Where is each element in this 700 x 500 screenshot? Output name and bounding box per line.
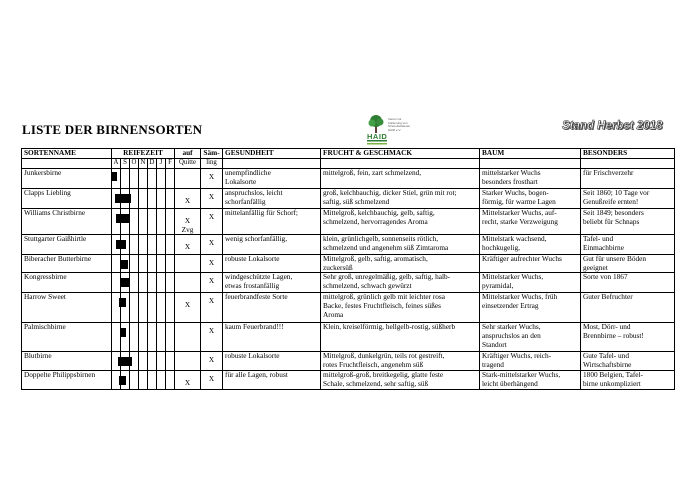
month-cell xyxy=(139,169,148,189)
logo-wordmark: HAID xyxy=(367,132,388,141)
quitte-cell xyxy=(175,169,201,189)
sortenname-cell: Williams Christbirne xyxy=(22,209,112,235)
month-cell xyxy=(166,209,175,235)
header-saemling-top: Säm- xyxy=(201,149,223,159)
baum-cell-line: recht, starke Verzweigung xyxy=(482,216,558,226)
quitte-cell xyxy=(175,255,201,273)
frucht-cell-line: schmelzend und angenehm süß Zimtaroma xyxy=(323,242,449,252)
gesundheit-cell xyxy=(223,235,321,255)
baum-cell xyxy=(480,189,581,209)
month-cell xyxy=(139,189,148,209)
month-j: J xyxy=(157,159,166,169)
quitte-mark xyxy=(175,169,200,177)
reifezeit-bar xyxy=(119,376,126,385)
besonders-cell xyxy=(581,189,675,209)
baum-cell-line: einsetzender Ertrag xyxy=(482,300,539,310)
baum-cell xyxy=(480,371,581,390)
gesundheit-cell-line: Lokalsorte xyxy=(225,176,257,186)
reifezeit-bar xyxy=(120,328,126,337)
frucht-cell-line: mittelgroß, grünlich gelb mit leichter rosa xyxy=(323,292,446,302)
besonders-cell-line: Gut für unsere Böden xyxy=(583,254,647,264)
month-cell xyxy=(148,323,157,352)
baum-cell xyxy=(480,273,581,293)
reifezeit-bar xyxy=(119,298,126,307)
document-title: LISTE DER BIRNENSORTEN xyxy=(22,122,203,137)
gesundheit-cell xyxy=(223,293,321,323)
besonders-cell-line: geeignet xyxy=(583,262,608,272)
gesundheit-cell xyxy=(223,352,321,371)
gesundheit-cell xyxy=(223,209,321,235)
header-sortenname: SORTENNAME xyxy=(22,149,112,159)
month-cell xyxy=(139,255,148,273)
month-cell xyxy=(166,293,175,323)
month-cell xyxy=(157,273,166,293)
table-row xyxy=(22,352,675,371)
month-cell xyxy=(166,352,175,371)
baum-cell-line: Standort xyxy=(482,339,507,349)
month-cell xyxy=(139,323,148,352)
saemling-cell xyxy=(201,169,223,189)
saemling-mark: X xyxy=(208,192,215,201)
saemling-mark: X xyxy=(208,212,215,221)
month-cell xyxy=(112,371,121,390)
sortenname-cell: Junkersbirne xyxy=(22,169,112,189)
month-cell xyxy=(130,273,139,293)
month-cell xyxy=(157,209,166,235)
month-cell xyxy=(157,323,166,352)
month-cell xyxy=(148,235,157,255)
gesundheit-cell xyxy=(223,189,321,209)
table-body xyxy=(22,169,675,390)
baum-cell-line: tragend xyxy=(482,359,504,369)
saemling-cell xyxy=(201,371,223,390)
frucht-cell-line: Mittelgroß, gelb, saftig, aromatisch, xyxy=(323,254,428,264)
logo-subtext: Verein zur Förderung von Streuobstwiesen HAID e.V. xyxy=(388,117,411,132)
month-cell xyxy=(121,323,130,352)
reifezeit-bar xyxy=(120,278,129,287)
header-baum: BAUM xyxy=(480,149,581,159)
month-cell xyxy=(166,371,175,390)
month-cell xyxy=(130,323,139,352)
frucht-cell-line: groß, kelchbauchig, dicker Stiel, grün mit rot; xyxy=(323,188,457,197)
table-row xyxy=(22,293,675,323)
gesundheit-cell xyxy=(223,323,321,352)
baum-cell xyxy=(480,235,581,255)
month-cell xyxy=(148,255,157,273)
saemling-mark: X xyxy=(208,355,215,365)
sortenname-cell: Blutbirne xyxy=(22,352,112,371)
month-cell xyxy=(148,273,157,293)
besonders-cell-line: Tafel- und xyxy=(583,234,614,244)
month-cell xyxy=(139,293,148,323)
baum-cell xyxy=(480,352,581,371)
quitte-mark xyxy=(175,352,200,360)
table-row xyxy=(22,255,675,273)
quitte-mark: X xyxy=(184,196,191,205)
month-d: D xyxy=(148,159,157,169)
gesundheit-cell-line: unempfindliche xyxy=(225,168,271,177)
table-row xyxy=(22,235,675,255)
quitte-cell xyxy=(175,293,201,323)
saemling-mark: X xyxy=(208,296,215,306)
header-quitte-bottom: Quitte xyxy=(175,159,201,169)
table-row xyxy=(22,323,675,352)
baum-cell-line: Stark-mittelstarker Wuchs, xyxy=(482,370,561,380)
baum-cell xyxy=(480,293,581,323)
month-cell xyxy=(121,293,130,323)
frucht-cell-line: Sehr groß, unregelmäßig, gelb, saftig, halb- xyxy=(323,272,451,282)
quitte-mark: X xyxy=(184,300,191,310)
besonders-cell-line: Brennbirne – robust! xyxy=(583,330,644,340)
besonders-cell xyxy=(581,323,675,352)
month-cell xyxy=(148,169,157,189)
baum-cell xyxy=(480,323,581,352)
besonders-cell xyxy=(581,169,675,189)
besonders-cell-line: Genußreife ernten! xyxy=(583,196,639,206)
besonders-cell xyxy=(581,255,675,273)
month-cell xyxy=(112,323,121,352)
frucht-cell xyxy=(321,371,480,390)
saemling-mark: X xyxy=(208,374,215,384)
saemling-cell xyxy=(201,255,223,273)
table-row xyxy=(22,371,675,390)
baum-cell-line: förmig, für warme Lagen xyxy=(482,196,556,206)
quitte-cell xyxy=(175,189,201,209)
frucht-cell xyxy=(321,169,480,189)
baum-cell-line: Kräftiger aufrechter Wuchs xyxy=(482,254,562,264)
birnensorten-table xyxy=(21,148,675,390)
frucht-cell-line: schmelzend, schwach gewürzt xyxy=(323,280,412,290)
reifezeit-bar xyxy=(112,172,117,181)
frucht-cell xyxy=(321,273,480,293)
baum-cell xyxy=(480,169,581,189)
month-cell xyxy=(130,169,139,189)
baum-cell-line: Kräftiger Wuchs, reich- xyxy=(482,351,552,361)
saemling-cell xyxy=(201,273,223,293)
baum-cell xyxy=(480,255,581,273)
baum-cell-line: leicht überhängend xyxy=(482,378,538,388)
month-cell xyxy=(166,189,175,209)
baum-cell-line: besonders frosthart xyxy=(482,176,538,186)
besonders-cell-line: für Frischverzehr xyxy=(583,168,634,177)
month-cell xyxy=(139,235,148,255)
month-cell xyxy=(112,273,121,293)
baum-cell-line: mittelstarker Wuchs xyxy=(482,168,541,177)
besonders-cell xyxy=(581,293,675,323)
gesundheit-cell-line: mittelanfällig für Schorf; xyxy=(225,208,298,217)
saemling-mark: X xyxy=(208,258,215,268)
baum-cell-line: Starker Wuchs, bogen- xyxy=(482,188,549,197)
header-frucht: FRUCHT & GESCHMACK xyxy=(321,149,480,159)
stand-label: Stand Herbst 2018 xyxy=(562,120,663,132)
quitte-note: Zvg xyxy=(181,224,194,234)
frucht-cell xyxy=(321,235,480,255)
month-cell xyxy=(148,371,157,390)
frucht-cell-line: Backe, festes Fruchtfleisch, feines süßes xyxy=(323,300,441,310)
saemling-cell xyxy=(201,293,223,323)
month-cell xyxy=(166,273,175,293)
sortenname-cell: Biberacher Butterbirne xyxy=(22,255,112,273)
month-f: F xyxy=(166,159,175,169)
gesundheit-cell xyxy=(223,255,321,273)
besonders-cell-line: Seit 1860; 10 Tage vor xyxy=(583,188,650,197)
besonders-cell xyxy=(581,209,675,235)
gesundheit-cell-line: für alle Lagen, robust xyxy=(225,370,288,380)
gesundheit-cell-line: robuste Lokalsorte xyxy=(225,351,280,361)
frucht-cell-line: mittelgroß, fein, zart schmelzend, xyxy=(323,168,422,177)
sortenname-cell: Stuttgarter Gaißhirtle xyxy=(22,235,112,255)
besonders-cell-line: Seit 1849; besonders xyxy=(583,208,644,217)
month-cell xyxy=(148,209,157,235)
frucht-cell xyxy=(321,189,480,209)
besonders-cell-line: birne unkompliziert xyxy=(583,378,641,388)
frucht-cell-line: klein, grünlichgelb, sonnenseits rötlich, xyxy=(323,234,439,244)
quitte-cell xyxy=(175,352,201,371)
month-cell xyxy=(157,293,166,323)
month-cell xyxy=(139,273,148,293)
baum-cell-line: anspruchslos an den xyxy=(482,330,541,340)
sortenname-cell: Palmischbirne xyxy=(22,323,112,352)
quitte-mark: X xyxy=(184,216,191,225)
sortenname-cell: Kongressbirne xyxy=(22,273,112,293)
reifezeit-bar xyxy=(115,194,131,203)
month-cell xyxy=(166,169,175,189)
month-cell xyxy=(157,371,166,390)
saemling-cell xyxy=(201,189,223,209)
month-cell xyxy=(157,169,166,189)
frucht-cell-line: rotes Fruchtfleisch, angenehm süß xyxy=(323,359,424,369)
month-cell xyxy=(112,169,121,189)
month-cell xyxy=(112,255,121,273)
saemling-mark: X xyxy=(208,276,215,286)
frucht-cell xyxy=(321,255,480,273)
quitte-cell xyxy=(175,273,201,293)
baum-cell-line: Mittelstarker Wuchs, auf- xyxy=(482,208,557,217)
month-cell xyxy=(112,209,121,235)
frucht-cell-line: Mittelgroß, dunkelgrün, teils rot gestreift, xyxy=(323,351,445,361)
baum-cell-line: Sehr starker Wuchs, xyxy=(482,322,541,332)
besonders-cell-line: Most, Dörr- und xyxy=(583,322,631,332)
table-row xyxy=(22,273,675,293)
frucht-cell xyxy=(321,209,480,235)
quitte-mark xyxy=(175,273,200,281)
saemling-cell xyxy=(201,323,223,352)
besonders-cell xyxy=(581,273,675,293)
month-cell xyxy=(157,235,166,255)
sortenname-cell: Harrow Sweet xyxy=(22,293,112,323)
month-cell xyxy=(148,189,157,209)
baum-cell-line: pyramidal, xyxy=(482,280,514,290)
quitte-mark: X xyxy=(184,378,191,388)
haid-logo xyxy=(363,111,431,147)
header-sortenname-sub xyxy=(22,159,112,169)
frucht-cell-line: Aroma xyxy=(323,309,344,319)
month-cell xyxy=(166,323,175,352)
month-cell xyxy=(157,189,166,209)
month-cell xyxy=(112,352,121,371)
month-cell xyxy=(130,293,139,323)
besonders-cell-line: 1800 Belgien, Tafel- xyxy=(583,370,643,380)
frucht-cell-line: mittelgroß-groß, breitkegelig, glatte feste xyxy=(323,370,444,380)
gesundheit-cell xyxy=(223,273,321,293)
quitte-mark xyxy=(175,255,200,263)
month-cell xyxy=(121,169,130,189)
frucht-cell-line: zuckersüß xyxy=(323,262,353,272)
quitte-mark xyxy=(175,323,200,331)
frucht-cell xyxy=(321,352,480,371)
quitte-cell xyxy=(175,235,201,255)
month-cell xyxy=(157,352,166,371)
besonders-cell-line: Einmachbirne xyxy=(583,242,624,252)
month-cell xyxy=(130,235,139,255)
gesundheit-cell xyxy=(223,169,321,189)
frucht-cell-line: schmelzend, hervorragendes Aroma xyxy=(323,216,428,226)
table-row xyxy=(22,209,675,235)
month-a: A xyxy=(112,159,121,169)
month-cell xyxy=(130,371,139,390)
saemling-cell xyxy=(201,209,223,235)
gesundheit-cell-line: kaum Feuerbrand!!! xyxy=(225,322,284,332)
frucht-cell xyxy=(321,323,480,352)
quitte-cell xyxy=(175,371,201,390)
reifezeit-bar xyxy=(121,260,128,269)
month-cell xyxy=(112,293,121,323)
frucht-cell-line: Mittelgroß, kelchbauchig, gelb, saftig, xyxy=(323,208,435,217)
frucht-cell xyxy=(321,293,480,323)
baum-cell-line: Mittelstarker Wuchs, früh xyxy=(482,292,558,302)
gesundheit-cell-line: schorfanfällig xyxy=(225,196,266,206)
header-saemling-bottom: ling xyxy=(201,159,223,169)
baum-cell-line: Mittelstarker Wuchs, xyxy=(482,272,544,282)
frucht-cell-line: saftig, süß schmelzend xyxy=(323,196,390,206)
quitte-mark: X xyxy=(184,242,191,252)
quitte-cell xyxy=(175,209,201,235)
month-cell xyxy=(166,255,175,273)
gesundheit-cell-line: anspruchslos, leicht xyxy=(225,188,283,197)
besonders-cell xyxy=(581,352,675,371)
gesundheit-cell-line: windgeschützte Lagen, xyxy=(225,272,293,282)
header-quitte-top: auf xyxy=(175,149,201,159)
header-gesundheit: GESUNDHEIT xyxy=(223,149,321,159)
gesundheit-cell-line: robuste Lokalsorte xyxy=(225,254,280,264)
month-cell xyxy=(139,371,148,390)
besonders-cell-line: Guter Befruchter xyxy=(583,292,633,302)
header-reifezeit: REIFEZEIT xyxy=(112,149,175,159)
month-o: O xyxy=(130,159,139,169)
baum-cell xyxy=(480,209,581,235)
month-s: S xyxy=(121,159,130,169)
gesundheit-cell-line: wenig schorfanfällig, xyxy=(225,234,288,244)
saemling-mark: X xyxy=(208,238,215,248)
saemling-cell xyxy=(201,235,223,255)
table-row xyxy=(22,189,675,209)
month-cell xyxy=(166,235,175,255)
gesundheit-cell-line: feuerbrandfeste Sorte xyxy=(225,292,288,302)
besonders-cell-line: beliebt für Schnaps xyxy=(583,216,640,226)
baum-cell-line: Mittelstark wachsend, xyxy=(482,234,547,244)
month-n: N xyxy=(139,159,148,169)
month-cell xyxy=(130,209,139,235)
gesundheit-cell-line: etwas frostanfällig xyxy=(225,280,280,290)
besonders-cell-line: Gute Tafel- und xyxy=(583,351,629,361)
sortenname-cell: Doppelte Philippsbirnen xyxy=(22,371,112,390)
saemling-mark: X xyxy=(208,326,215,336)
month-cell xyxy=(148,293,157,323)
quitte-cell xyxy=(175,323,201,352)
sortenname-cell: Clapps Liebling xyxy=(22,189,112,209)
month-cell xyxy=(112,235,121,255)
month-cell xyxy=(139,352,148,371)
besonders-cell-line: Sorte von 1867 xyxy=(583,272,628,282)
month-cell xyxy=(148,352,157,371)
saemling-cell xyxy=(201,352,223,371)
saemling-mark: X xyxy=(208,172,215,181)
besonders-cell-line: Wirtschaftsbirne xyxy=(583,359,632,369)
header-besonders: BESONDERS xyxy=(581,149,675,159)
besonders-cell xyxy=(581,371,675,390)
baum-cell-line: hochkugelig, xyxy=(482,242,520,252)
month-cell xyxy=(112,189,121,209)
reifezeit-bar xyxy=(116,240,126,249)
reifezeit-bar xyxy=(116,214,130,223)
month-cell xyxy=(139,209,148,235)
besonders-cell xyxy=(581,235,675,255)
gesundheit-cell xyxy=(223,371,321,390)
reifezeit-bar xyxy=(118,357,132,366)
month-cell xyxy=(130,255,139,273)
table-row xyxy=(22,169,675,189)
month-cell xyxy=(157,255,166,273)
frucht-cell-line: Klein, kreiselförmig, hellgelb-rostig, süßherb xyxy=(323,322,456,332)
frucht-cell-line: Schale, schmelzend, sehr saftig, süß xyxy=(323,378,429,388)
